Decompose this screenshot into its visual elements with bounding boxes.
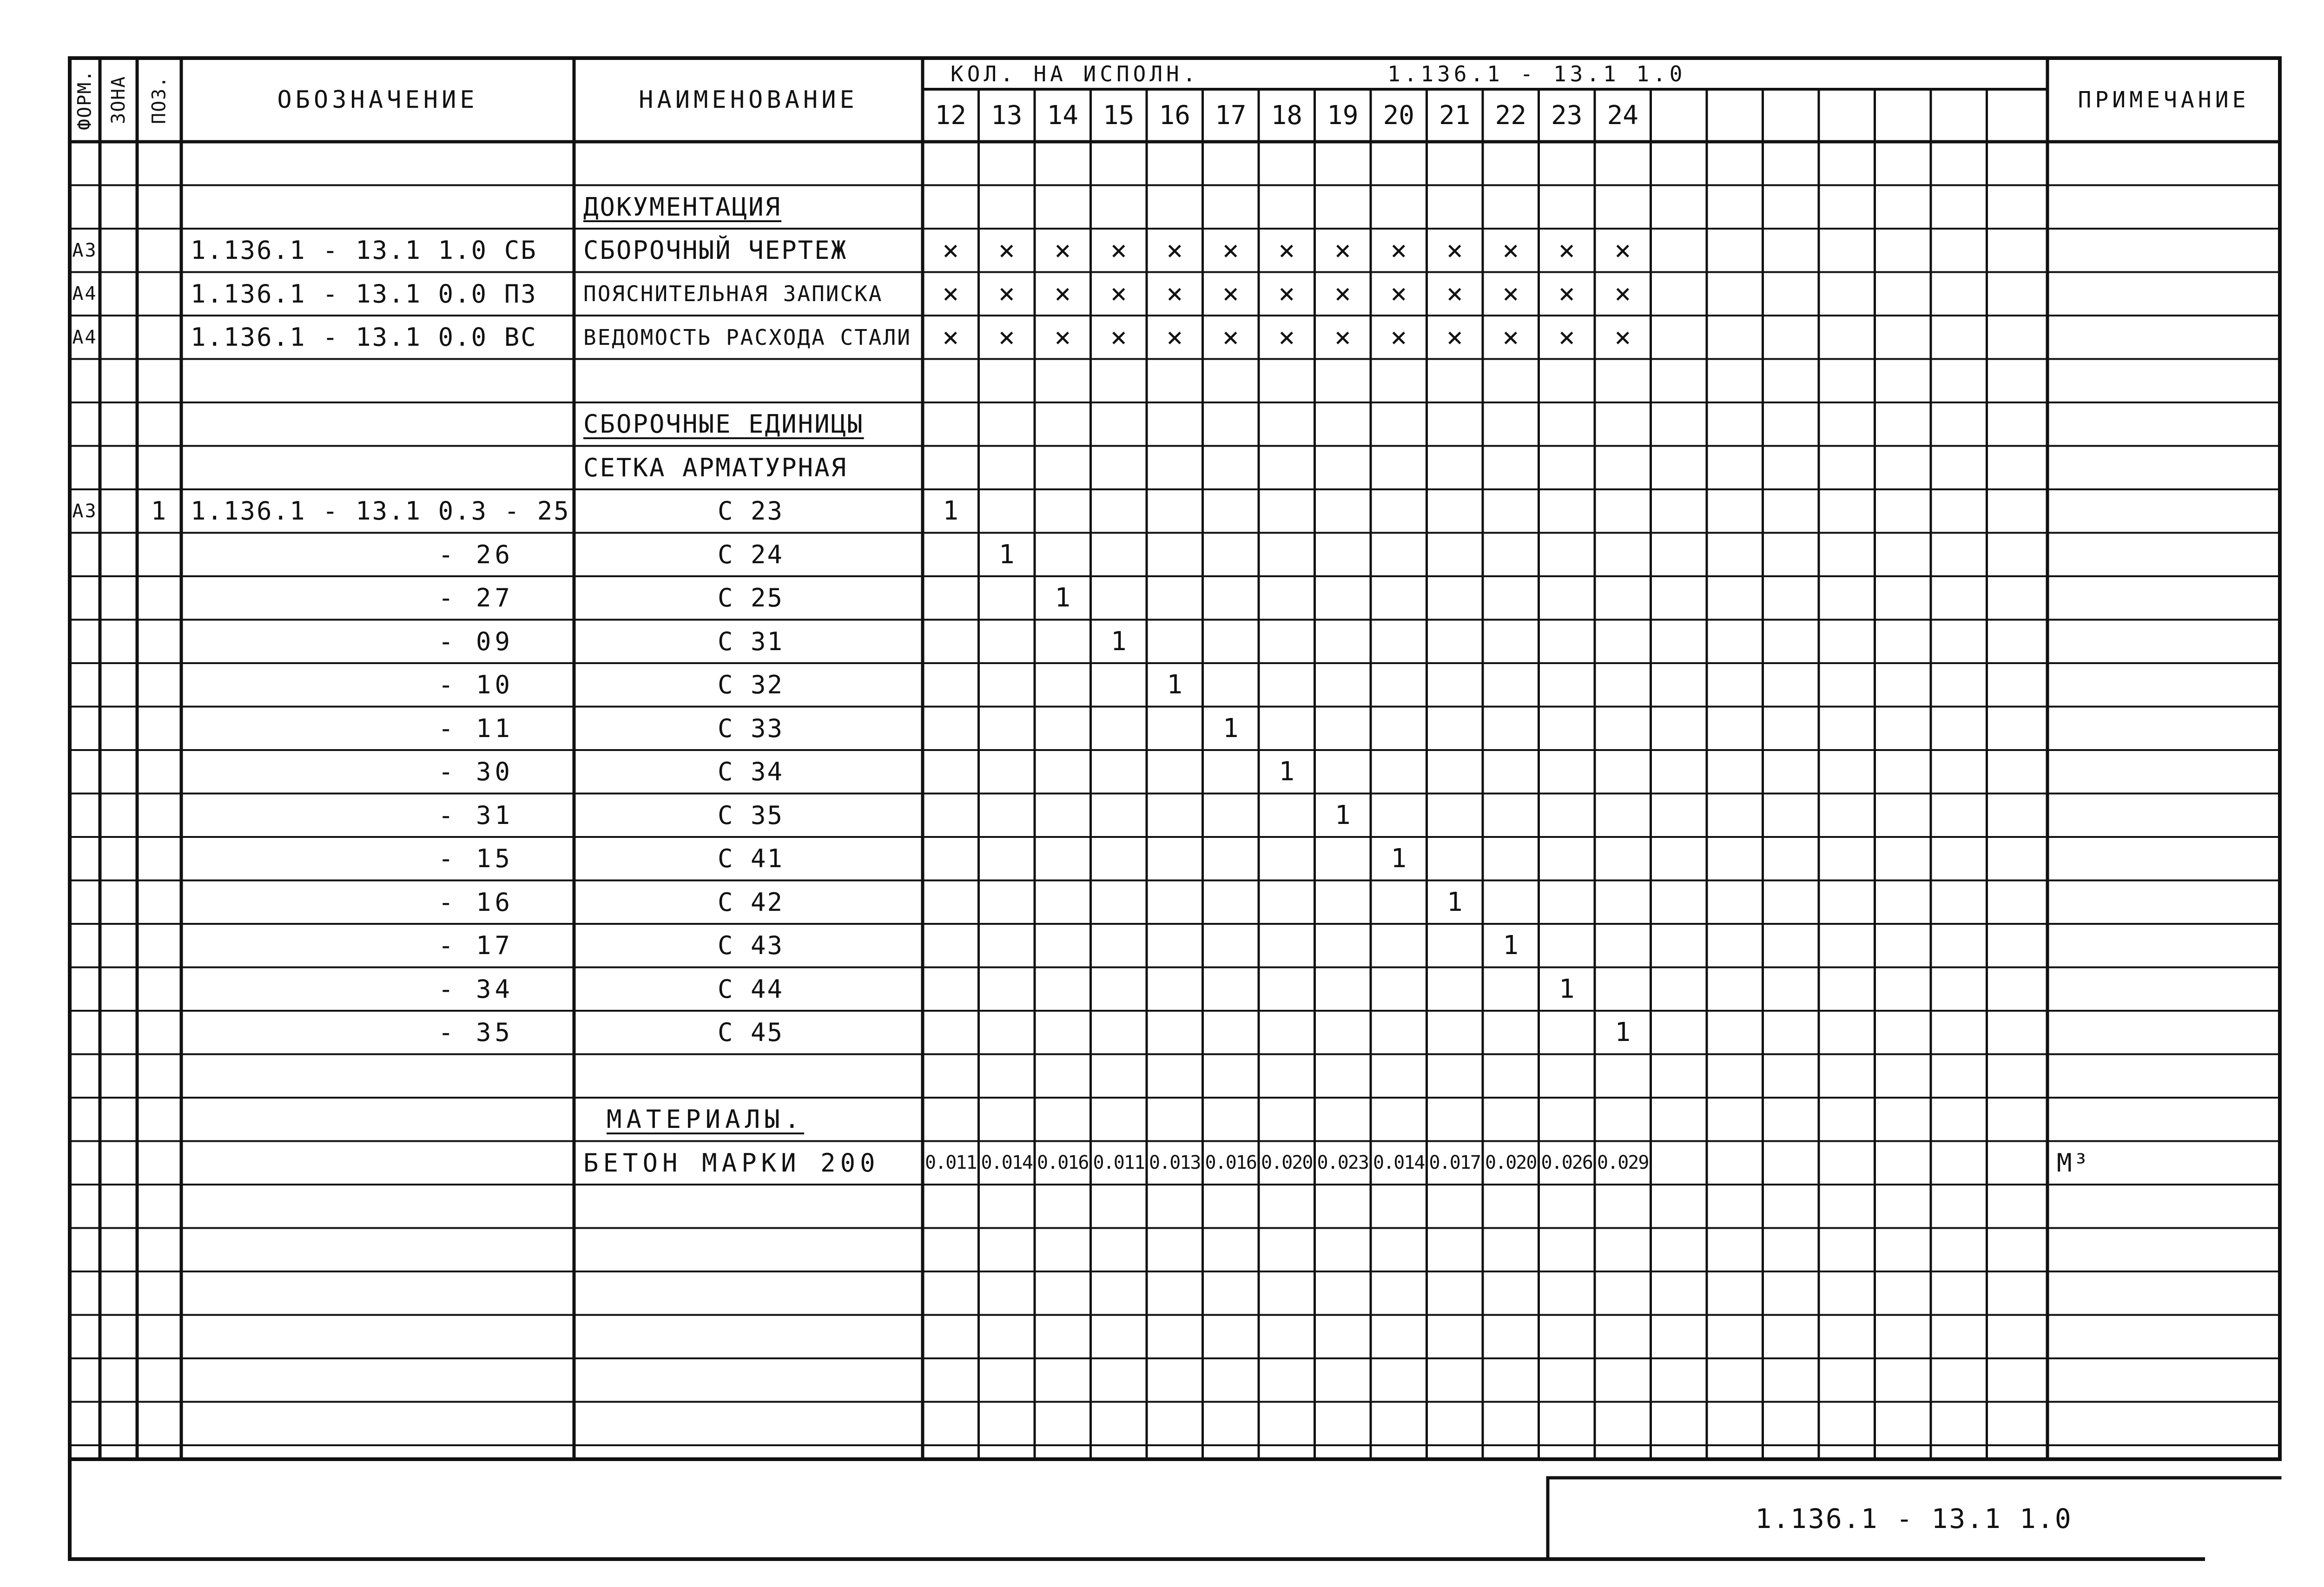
applicability-mark: ×: [1054, 321, 1071, 354]
variant-header-24: 24: [1607, 100, 1638, 131]
variant-header-12: 12: [935, 100, 966, 131]
variant-header-20: 20: [1383, 100, 1414, 131]
quantity-value: 1: [1446, 887, 1463, 917]
applicability-mark: ×: [1054, 234, 1071, 267]
applicability-mark: ×: [1558, 321, 1575, 354]
concrete-volume-value: 0.016: [1205, 1152, 1256, 1174]
concrete-volume-value: 0.023: [1317, 1152, 1368, 1174]
quantity-value: 1: [1110, 626, 1127, 657]
quantity-value: 1: [1279, 757, 1295, 787]
row-name: С 43: [717, 931, 784, 961]
row-name: ВЕДОМОСТЬ РАСХОДА СТАЛИ: [583, 324, 911, 350]
row-designation: - 26: [438, 540, 514, 569]
row-format: А4: [72, 283, 98, 305]
concrete-volume-value: 0.020: [1261, 1152, 1313, 1174]
concrete-volume-value: 0.011: [925, 1152, 977, 1174]
quantity-value: 1: [1334, 800, 1351, 830]
row-name: СБОРОЧНЫЙ ЧЕРТЕЖ: [583, 236, 848, 265]
applicability-mark: ×: [1222, 321, 1239, 354]
applicability-mark: ×: [1558, 277, 1575, 310]
applicability-mark: ×: [1222, 277, 1239, 310]
title-block-document-code: 1.136.1 - 13.1 1.0: [1755, 1502, 2073, 1534]
row-designation: 1.136.1 - 13.1 0.0 ВС: [191, 323, 537, 352]
row-name: С 41: [717, 844, 784, 874]
concrete-volume-value: 0.026: [1541, 1152, 1592, 1174]
section-title: ДОКУМЕНТАЦИЯ: [583, 192, 782, 222]
variant-header-22: 22: [1495, 100, 1526, 131]
row-format: А4: [72, 326, 98, 348]
row-designation: - 15: [438, 844, 514, 874]
row-designation: - 11: [438, 713, 514, 743]
applicability-mark: ×: [1166, 321, 1183, 354]
applicability-mark: ×: [942, 277, 959, 310]
row-name: С 35: [717, 800, 784, 830]
variant-header-18: 18: [1271, 100, 1302, 131]
applicability-mark: ×: [1166, 277, 1183, 310]
quantity-value: 1: [1222, 713, 1239, 744]
row-designation: 1.136.1 - 13.1 0.3 - 25: [191, 496, 570, 526]
qty-header-caption: КОЛ. НА ИСПОЛН.: [951, 61, 1200, 86]
quantity-value: 1: [1615, 1017, 1631, 1048]
row-name: БЕТОН МАРКИ 200: [583, 1148, 880, 1178]
row-format: А3: [72, 500, 98, 522]
concrete-volume-value: 0.014: [1373, 1152, 1425, 1174]
quantity-value: 1: [1055, 583, 1071, 613]
concrete-volume-value: 0.029: [1597, 1152, 1649, 1174]
row-name: С 31: [717, 626, 784, 656]
variant-header-14: 14: [1047, 100, 1078, 131]
row-designation: - 35: [438, 1018, 514, 1047]
applicability-mark: ×: [1110, 277, 1127, 310]
row-name: С 42: [717, 887, 784, 917]
concrete-volume-value: 0.017: [1429, 1152, 1480, 1174]
applicability-mark: ×: [998, 234, 1015, 267]
row-designation: - 34: [438, 974, 514, 1004]
applicability-mark: ×: [1166, 234, 1183, 267]
applicability-mark: ×: [1110, 234, 1127, 267]
quantity-value: 1: [998, 539, 1015, 570]
row-name: С 45: [717, 1018, 784, 1047]
applicability-mark: ×: [1334, 321, 1351, 354]
row-designation: 1.136.1 - 13.1 1.0 СБ: [191, 236, 537, 265]
applicability-mark: ×: [998, 277, 1015, 310]
variant-header-16: 16: [1159, 100, 1190, 131]
applicability-mark: ×: [1558, 234, 1575, 267]
applicability-mark: ×: [1390, 234, 1407, 267]
row-name: ПОЯСНИТЕЛЬНАЯ ЗАПИСКА: [583, 281, 883, 307]
quantity-value: 1: [1391, 843, 1407, 874]
row-designation: - 09: [438, 626, 514, 656]
row-name: С 24: [717, 540, 784, 569]
column-header-designation: ОБОЗНАЧЕНИЕ: [277, 86, 478, 114]
column-header-form: ФОРМ.: [74, 69, 96, 131]
column-header-name: НАИМЕНОВАНИЕ: [639, 86, 858, 114]
row-name: С 25: [717, 583, 784, 613]
row-name: С 34: [717, 757, 784, 787]
applicability-mark: ×: [1502, 277, 1519, 310]
row-designation: - 31: [438, 800, 514, 830]
applicability-mark: ×: [998, 321, 1015, 354]
applicability-mark: ×: [1502, 234, 1519, 267]
quantity-value: 1: [943, 496, 959, 527]
column-header-position: ПОЗ.: [148, 75, 170, 125]
variant-header-13: 13: [991, 100, 1023, 131]
variant-header-19: 19: [1327, 100, 1359, 131]
column-header-zone: ЗОНА: [108, 75, 129, 125]
column-header-note: ПРИМЕЧАНИЕ: [2078, 87, 2250, 113]
applicability-mark: ×: [1222, 234, 1239, 267]
applicability-mark: ×: [1278, 277, 1295, 310]
row-name: С 44: [717, 974, 784, 1004]
section-title: СБОРОЧНЫЕ ЕДИНИЦЫ: [583, 409, 864, 439]
row-designation: - 30: [438, 757, 514, 787]
applicability-mark: ×: [942, 321, 959, 354]
row-name: СЕТКА АРМАТУРНАЯ: [583, 453, 848, 482]
row-note: М³: [2057, 1148, 2090, 1178]
applicability-mark: ×: [1446, 234, 1463, 267]
row-name: С 32: [717, 670, 784, 700]
concrete-volume-value: 0.013: [1149, 1152, 1201, 1174]
concrete-volume-value: 0.016: [1037, 1152, 1089, 1174]
row-designation: - 16: [438, 887, 514, 917]
quantity-value: 1: [1167, 670, 1183, 700]
quantity-value: 1: [1558, 974, 1575, 1004]
section-title: МАТЕРИАЛЫ.: [607, 1105, 805, 1134]
qty-header-document: 1.136.1 - 13.1 1.0: [1387, 61, 1686, 86]
applicability-mark: ×: [1614, 321, 1631, 354]
concrete-volume-value: 0.014: [981, 1152, 1032, 1174]
applicability-mark: ×: [1390, 321, 1407, 354]
applicability-mark: ×: [1278, 321, 1295, 354]
applicability-mark: ×: [1334, 277, 1351, 310]
row-format: А3: [72, 239, 98, 261]
applicability-mark: ×: [1446, 321, 1463, 354]
applicability-mark: ×: [1614, 277, 1631, 310]
applicability-mark: ×: [1614, 234, 1631, 267]
variant-header-23: 23: [1551, 100, 1583, 131]
concrete-volume-value: 0.020: [1485, 1152, 1537, 1174]
row-designation: - 10: [438, 670, 514, 700]
applicability-mark: ×: [1278, 234, 1295, 267]
quantity-value: 1: [1503, 930, 1519, 961]
applicability-mark: ×: [1110, 321, 1127, 354]
variant-header-15: 15: [1103, 100, 1135, 131]
row-name: С 33: [717, 713, 784, 743]
variant-header-21: 21: [1439, 100, 1471, 131]
row-designation: - 17: [438, 931, 514, 961]
row-position: 1: [151, 496, 168, 526]
row-name: С 23: [717, 496, 784, 526]
variant-header-17: 17: [1215, 100, 1247, 131]
applicability-mark: ×: [1054, 277, 1071, 310]
applicability-mark: ×: [942, 234, 959, 267]
applicability-mark: ×: [1334, 234, 1351, 267]
row-designation: - 27: [438, 583, 514, 613]
applicability-mark: ×: [1390, 277, 1407, 310]
row-designation: 1.136.1 - 13.1 0.0 ПЗ: [191, 279, 537, 309]
applicability-mark: ×: [1502, 321, 1519, 354]
applicability-mark: ×: [1446, 277, 1463, 310]
concrete-volume-value: 0.011: [1093, 1152, 1144, 1174]
